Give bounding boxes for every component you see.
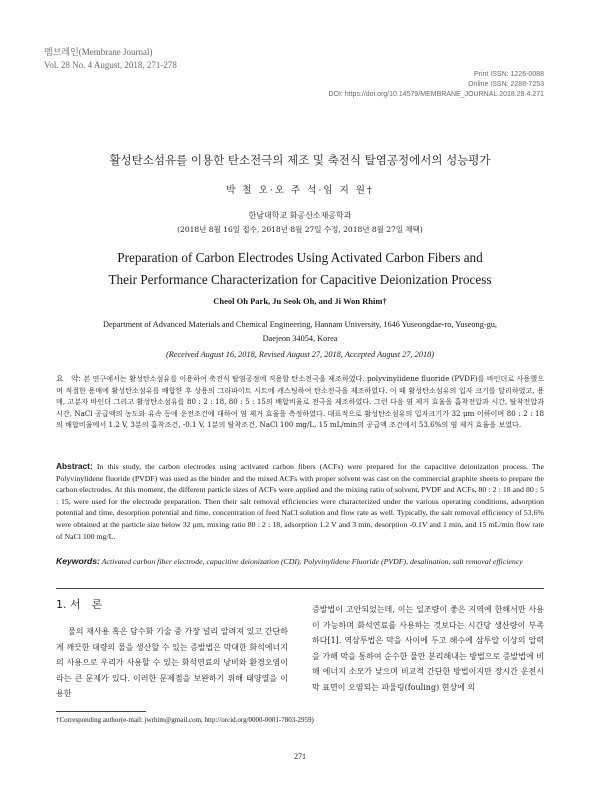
korean-authors: 박 철 오·오 주 석·임 지 원† <box>226 185 374 196</box>
page-number: 271 <box>294 752 306 761</box>
body-right-column <box>312 602 544 696</box>
korean-abstract-text: 본 연구에서는 활성탄소섬유를 이용하여 축전식 탈염공정에 적용할 탄소전극을 제조하였다. polyvinylidene fluoride (PVDF)를 바인더로 사용했으며 적절한 용매에 활성탄소섬유를 배합한 후 상용의 그라파이트 시트에 캐스팅하여 탄소전극을 제조하였다. 이 때 활성탄소섬유의 입자 크기를 달리하였고, 용매, 고분자 바인더 그리고 활성탄소섬유를 80 : 2 : 18, 80 : 5 : 15의 배합비율로 전극을 제조하였다. 그런 다음 염 제거 효율을 흡착전압과 시간, 탈착전압과 시간, NaCl 공급액의 농도와 유속 등에 운전조건에 대하여 염 제거 효율을 측정하였다. 대표적으로 활성탄소섬유의 입자크기가 32 μm 이하이며 80 : 2 : 18의 배합비율에서 1.2 V, 3분의 흡착조건, -0.1 V, 1분의 탈착조건, NaCl 100 mg/L, 15 mL/min의 공급액 조건에서 53.6%의 염 제거 효율을 보였다. <box>56 374 544 430</box>
english-affiliation-line-2: Daejeon 34054, Korea <box>262 334 338 343</box>
korean-dates: (2018년 8월 16일 접수, 2018년 8월 27일 수정, 2018년 8월 27일 채택) <box>177 225 423 234</box>
korean-affiliation: 한남대학교 화공신소재공학과 <box>248 211 352 220</box>
english-abstract-text: In this study, the carbon electrodes using activated carbon fibers (ACFs) were prepared for the capacitive deionization process. The Polyvinylidene fluoride (PVDF) was used as the binder and the mixed ACFs with proper solvent was cast on the commercial graphite sheets to prepare the carbon electrodes. At this moment, the different particle sizes of ACFs were applied and the mixing ratio of solvent, PVDF and ACFs, 80 : 2 : 18 and 80 : 5 : 15, were used for the electrode preparation. Then their salt removal efficiencies were characterized under the various operating conditions, adsorption potential and time, desorption potential and time, concentration of feed NaCl solution and flow rate as well. Typically, the salt removal efficiency of 53.6% were obtained at the particle size below 32 μm, mixing ratio 80 : 2 : 18, adsorption 1.2 V and 3 min, desorption -0.1V and 1 min, and 15 mL/min flow rate of NaCl 100 mg/L. <box>56 462 545 541</box>
english-abstract <box>56 461 544 542</box>
issn-block <box>328 70 544 100</box>
korean-abstract-label: 요 약: <box>56 374 81 383</box>
korean-title: 활성탄소섬유를 이용한 탄소전극의 제조 및 축전식 탈염공정에서의 성능평가 <box>109 153 491 167</box>
print-issn: Print ISSN: 1226-0088 <box>473 71 544 78</box>
korean-abstract <box>56 373 544 431</box>
keywords-text: Activated carbon fiber electrode, capacitive deionization (CDI), Polyvinylidene Fluoride (PVDF), desalination, salt removal efficiency <box>101 557 523 566</box>
english-title-line-1: Preparation of Carbon Electrodes Using Activated Carbon Fibers and <box>117 250 483 265</box>
journal-volume: Vol. 28 No. 4 August, 2018, 271-278 <box>44 60 177 70</box>
online-issn: Online ISSN: 2288-7253 <box>468 81 544 88</box>
footnote: †Corresponding author(e-mail: jwrhim@gmail.com, http://orcid.org/0000-0001-7803-2959) <box>56 716 314 724</box>
keywords <box>56 556 544 568</box>
english-affiliation <box>56 318 544 346</box>
body-paragraph: 증발법이 고안되었는데, 이는 일조량이 좋은 지역에 한해서만 사용이 가능하며 화석연료를 사용하는 것보다는 시간당 생산량이 부족하다[1]. 역삼투법은 막을 사이에 두고 해수에 삼투압 이상의 압력을 가해 막을 통하여 순수한 물만 분리해내는 방법으로 증발법에 비해 에너지 소모가 낮으며 비교적 간단한 방법이지만 장시간 운전시 막 표면이 오염되는 파울링(fouling) 현상에 의 <box>312 605 544 692</box>
english-title-line-2: Their Performance Characterization for Capacitive Deionization Process <box>108 272 492 287</box>
english-authors: Cheol Oh Park, Ju Seok Oh, and Ji Won Rhim† <box>213 296 387 306</box>
english-abstract-label: Abstract: <box>56 461 93 471</box>
journal-name: 멤브레인(Membrane Journal) <box>44 47 153 57</box>
body-paragraph: 물의 재사용 혹은 담수화 기술 중 가장 널리 알려져 있고 간단하게 깨끗한 대량의 물을 생산할 수 있는 증발법은 막대한 화석에너지의 사용으로 우리가 사용할 수 있는 화석연료의 낭비와 환경오염이라는 큰 문제가 있다. 이러한 문제점을 보완하기 위해 태양열을 이용한 <box>56 627 288 699</box>
footnote-divider <box>56 711 146 712</box>
keywords-label: Keywords: <box>56 556 100 566</box>
journal-header <box>44 46 177 72</box>
english-dates: (Received August 16, 2018, Revised August 27, 2018, Accepted August 27, 2018) <box>165 350 435 359</box>
body-left-column <box>56 624 288 702</box>
section-heading: 1. 서 론 <box>56 598 103 611</box>
section-divider <box>56 588 544 589</box>
doi-link[interactable]: DOI: https://doi.org/10.14579/MEMBRANE_JOURNAL.2018.28.4.271 <box>328 91 544 98</box>
english-title <box>0 247 600 291</box>
english-affiliation-line-1: Department of Advanced Materials and Chemical Engineering, Hannam University, 1646 Yuseongdae-ro, Yuseong-gu, <box>103 320 497 329</box>
